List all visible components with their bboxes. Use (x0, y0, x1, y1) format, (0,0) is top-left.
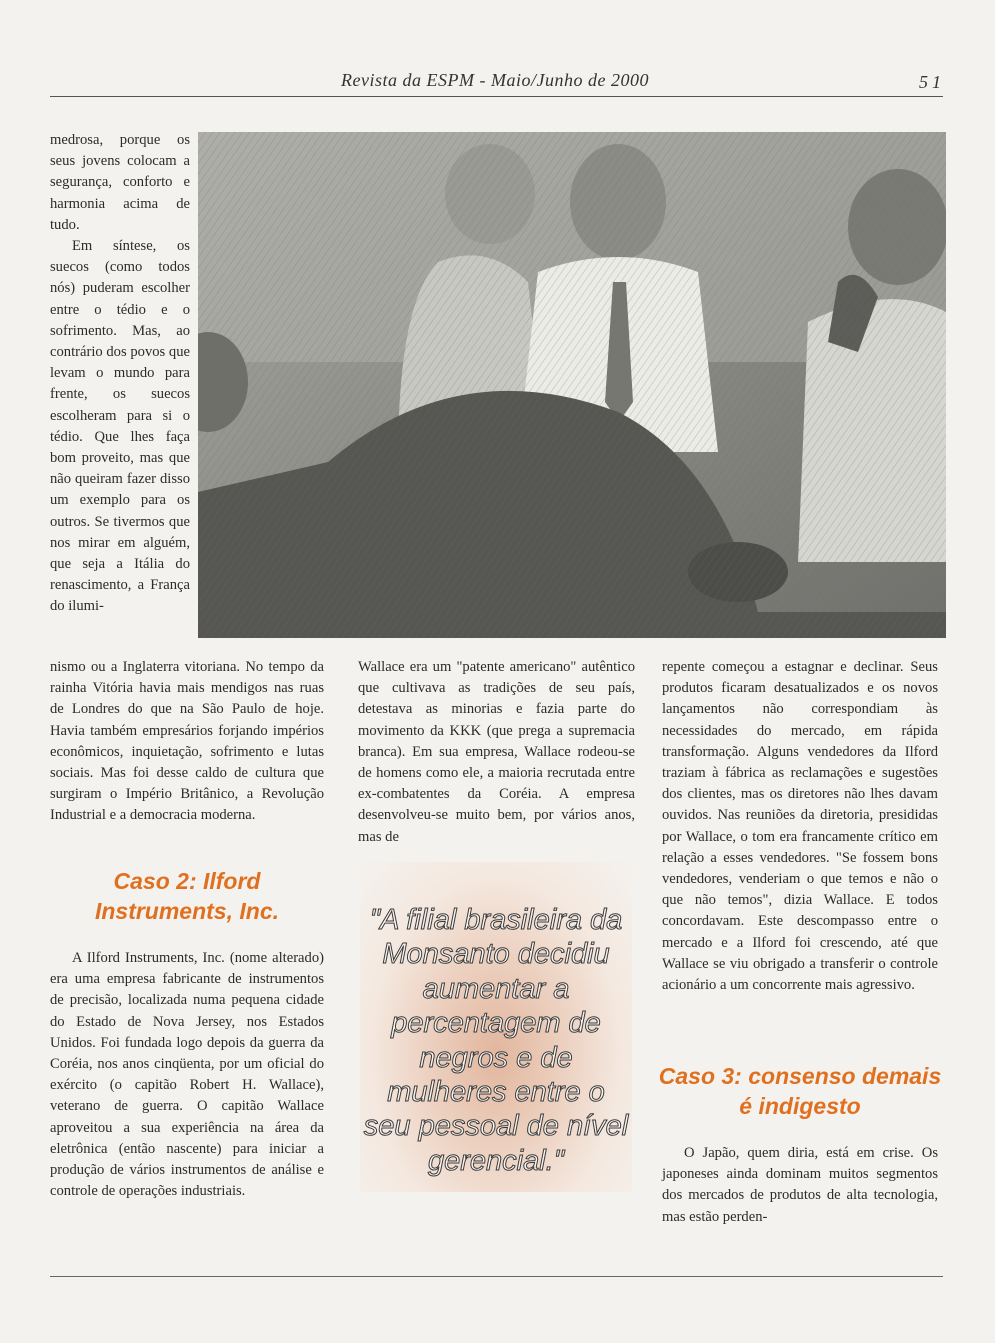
narrow-paragraph-2: Em síntese, os suecos (como todos nós) puderam escolher entre o tédio e o sofrimento. Mas, ao contrário dos povos que levam o mundo para frente, os suecos escolheram para si o tédio. Que lhes faça bom proveito, mas que não queiram fazer disso um exemplo para os outros. Se tivermos que nos mirar em alguém, que seja a Itália do renascimento, a França do ilumi- (50, 238, 190, 615)
footer-rule (50, 1276, 943, 1277)
column3-paragraph-2: O Japão, quem diria, está em crise. Os japoneses ainda dominam muitos segmentos dos mercados de produtos de alta tecnologia, mas estão perden- (662, 1145, 938, 1225)
column-3-continued (662, 1143, 938, 1228)
column-1-continued (50, 948, 324, 1202)
section-heading-caso-3: Caso 3: consenso demais é indigesto (658, 1063, 942, 1119)
pull-quote: "A filial brasileira da Monsanto decidiu aumentar a percentagem de negros e de mulheres entre o seu pessoal de nível gerencial." (363, 904, 629, 1177)
running-head: Revista da ESPM - Maio/Junho de 2000 (341, 70, 649, 90)
column-1 (50, 657, 324, 827)
column-2 (358, 657, 635, 848)
column-3 (662, 657, 938, 996)
column1-paragraph-2: A Ilford Instruments, Inc. (nome alterado) era uma empresa fabricante de instrumentos de precisão, localizada numa pequena cidade do Estado de Nova Jersey, nos Estados Unidos. Foi fundada logo depois da guerra da Coréia, nos anos cinqüenta, por um oficial do exército (o capitão Robert H. Wallace), veterano de guerra. O capitão Wallace aproveitou a sua experiência na área da eletrônica (então nascente) para iniciar a produção de vários instrumentos de análise e controle de operações industriais. (50, 950, 324, 1200)
header-rule (50, 96, 943, 97)
narrow-paragraph-1: medrosa, porque os seus jovens colocam a segurança, conforto e harmonia acima de tudo. (50, 132, 190, 233)
section-heading-caso-2: Caso 2: Ilford Instruments, Inc. (94, 868, 280, 924)
narrow-column (50, 130, 190, 618)
column1-paragraph-1: nismo ou a Inglaterra vitoriana. No tempo da rainha Vitória havia mais mendigos nas ruas de Londres do que na São Paulo de hoje. Havia também empresários forjando impérios econômicos, inquietação, sofrimento e lutas sociais. Mas foi desse caldo de cultura que surgiram o Império Britânico, a Revolução Industrial e a democracia moderna. (50, 659, 324, 824)
page-number: 51 (919, 72, 945, 92)
illustration-men-meeting (198, 132, 946, 638)
column3-paragraph-1: repente começou a estagnar e declinar. Seus produtos ficaram desatualizados e os novos lançamentos não correspondiam às necessidades do mercado, em rápida transformação. Alguns vendedores da Ilford traziam à fábrica as reclamações e sugestões dos clientes, mas os diretores não lhes davam ouvidos. Nas reuniões da diretoria, presididas por Wallace, o tom era francamente crítico em relação a esses vendedores. "Se fossem bons vendedores, venderiam o que temos e não o que não temos", dizia Wallace. E todos concordavam. Este descompasso entre o mercado e a Ilford foi crescendo, até que Wallace se viu obrigado a transferir o controle acionário a um concorrente mais agressivo. (662, 659, 938, 994)
column2-paragraph-1: Wallace era um "patente americano" autêntico que cultivava as tradições de seu país, detestava as minorias e fazia parte do movimento da KKK (que prega a supremacia branca). Em sua empresa, Wallace rodeou-se de homens como ele, a maioria recrutada entre ex-combatentes da Coréia. A empresa desenvolveu-se muito bem, por vários anos, mas de (358, 659, 635, 845)
